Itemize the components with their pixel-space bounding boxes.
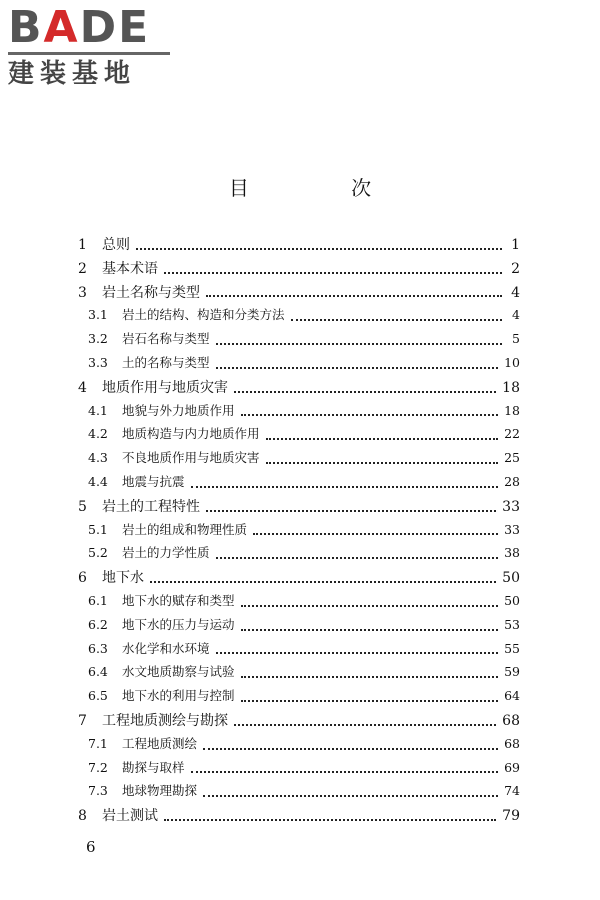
toc-leader-dots (266, 438, 499, 440)
toc-entry[interactable] (78, 805, 520, 829)
toc-entry-title: 工程地质测绘 (122, 735, 198, 751)
toc-leader-dots (136, 248, 502, 250)
toc-entry[interactable] (78, 543, 520, 567)
logo-accent-letter: A (43, 2, 80, 53)
toc-entry-number: 7.2 (88, 759, 108, 775)
toc-entry-page: 18 (504, 402, 520, 418)
toc-entry-title: 岩土的工程特性 (102, 498, 200, 515)
toc-leader-dots (216, 367, 499, 369)
toc-entry-page: 68 (502, 712, 520, 729)
toc-entry-title: 地下水的赋存和类型 (122, 592, 235, 608)
toc-entry[interactable] (78, 401, 520, 425)
toc-entry[interactable] (78, 353, 520, 377)
toc-entry-number: 6 (78, 570, 87, 587)
toc-entry[interactable] (78, 781, 520, 805)
toc-leader-dots (241, 676, 499, 678)
toc-entry[interactable] (78, 282, 520, 306)
toc-entry-page: 74 (504, 783, 520, 799)
toc-entry[interactable] (78, 258, 520, 282)
toc-entry-page: 33 (504, 521, 520, 537)
toc-leader-dots (241, 414, 499, 416)
toc-entry-title: 岩土的结构、构造和分类方法 (122, 307, 285, 323)
toc-entry[interactable] (78, 472, 520, 496)
logo-letters: B (8, 2, 44, 53)
toc-entry-number: 3.1 (88, 307, 108, 323)
toc-entry-number: 7 (78, 712, 87, 729)
toc-entry-number: 6.5 (88, 688, 108, 704)
toc-entry-number: 3 (78, 284, 87, 301)
toc-entry-page: 4 (511, 284, 520, 301)
toc-leader-dots (266, 462, 499, 464)
toc-entry-number: 4.2 (88, 426, 108, 442)
toc-entry-page: 4 (512, 307, 520, 323)
toc-entry-page: 64 (504, 688, 520, 704)
toc-entry-page: 5 (512, 331, 520, 347)
toc-leader-dots (191, 486, 499, 488)
toc-entry-number: 4.3 (88, 450, 108, 466)
toc-entry[interactable] (78, 424, 520, 448)
toc-entry[interactable] (78, 520, 520, 544)
page-title: 目 次 (228, 176, 420, 200)
toc-entry-title: 水文地质勘察与试验 (122, 664, 235, 680)
toc-entry-title: 土的名称与类型 (122, 354, 210, 370)
toc-entry-title: 勘探与取样 (122, 759, 185, 775)
toc-entry-title: 地下水的压力与运动 (122, 616, 235, 632)
toc-entry-number: 4 (78, 379, 87, 396)
toc-entry-page: 59 (504, 664, 520, 680)
table-of-contents (78, 234, 520, 829)
toc-entry[interactable] (78, 567, 520, 591)
toc-entry-number: 1 (78, 237, 87, 253)
toc-entry-title: 地下水 (102, 570, 144, 587)
toc-entry-number: 2 (78, 260, 87, 277)
toc-entry-page: 18 (502, 379, 520, 396)
toc-entry-page: 10 (504, 354, 520, 370)
logo-chinese-text: 建装基地 (8, 59, 137, 89)
toc-entry-number: 3.2 (88, 331, 108, 347)
toc-entry-number: 7.3 (88, 783, 108, 799)
toc-entry-number: 5 (78, 498, 87, 515)
toc-entry-page: 33 (502, 498, 520, 515)
toc-entry-page: 79 (502, 808, 520, 825)
toc-entry-number: 6.2 (88, 616, 108, 632)
toc-entry-title: 总则 (102, 237, 130, 253)
toc-leader-dots (203, 795, 498, 797)
toc-entry-title: 工程地质测绘与勘探 (102, 712, 228, 729)
toc-entry-title: 地质构造与内力地质作用 (122, 426, 260, 442)
toc-leader-dots (216, 343, 502, 345)
toc-entry[interactable] (78, 329, 520, 353)
toc-entry-number: 5.1 (88, 521, 108, 537)
toc-leader-dots (241, 605, 499, 607)
logo-wordmark (8, 2, 178, 53)
toc-entry-title: 岩石名称与类型 (122, 331, 210, 347)
toc-entry-number: 4.1 (88, 402, 108, 418)
toc-entry-page: 68 (504, 735, 520, 751)
toc-entry-number: 3.3 (88, 354, 108, 370)
toc-entry-number: 6.1 (88, 592, 108, 608)
toc-entry-page: 22 (504, 426, 520, 442)
publisher-logo (8, 2, 178, 89)
toc-entry-number: 5.2 (88, 545, 108, 561)
toc-entry[interactable] (78, 686, 520, 710)
toc-entry-title: 岩土的组成和物理性质 (122, 521, 248, 537)
toc-entry[interactable] (78, 710, 520, 734)
toc-entry-title: 基本术语 (102, 260, 158, 277)
toc-leader-dots (206, 295, 502, 297)
toc-entry-page: 55 (504, 640, 520, 656)
toc-entry[interactable] (78, 305, 520, 329)
page-number: 6 (86, 838, 96, 856)
toc-entry-title: 不良地质作用与地质灾害 (122, 450, 260, 466)
toc-entry[interactable] (78, 234, 520, 258)
toc-entry-number: 6.3 (88, 640, 108, 656)
toc-entry-page: 50 (502, 570, 520, 587)
toc-leader-dots (216, 557, 499, 559)
toc-leader-dots (241, 629, 499, 631)
toc-entry-number: 8 (78, 808, 87, 825)
toc-leader-dots (150, 581, 496, 583)
toc-leader-dots (291, 319, 502, 321)
toc-entry-title: 岩土的力学性质 (122, 545, 210, 561)
toc-entry-title: 水化学和水环境 (122, 640, 210, 656)
toc-entry-page: 2 (511, 260, 520, 277)
toc-entry[interactable] (78, 377, 520, 401)
toc-entry[interactable] (78, 448, 520, 472)
logo-letters-end: DE (79, 2, 151, 53)
toc-entry[interactable] (78, 662, 520, 686)
toc-entry-number: 7.1 (88, 735, 108, 751)
toc-entry-page: 38 (504, 545, 520, 561)
toc-entry-title: 地质作用与地质灾害 (102, 379, 228, 396)
toc-entry-title: 地震与抗震 (122, 473, 185, 489)
toc-leader-dots (206, 510, 496, 512)
toc-entry[interactable] (78, 591, 520, 615)
toc-entry-title: 岩土测试 (102, 808, 158, 825)
toc-leader-dots (216, 652, 499, 654)
toc-leader-dots (164, 819, 496, 821)
toc-leader-dots (191, 771, 499, 773)
toc-entry-page: 1 (511, 237, 520, 253)
toc-entry-title: 岩土名称与类型 (102, 284, 200, 301)
toc-entry-title: 地球物理勘探 (122, 783, 198, 799)
toc-entry-page: 25 (504, 450, 520, 466)
toc-entry-number: 6.4 (88, 664, 108, 680)
toc-leader-dots (164, 272, 502, 274)
toc-entry-page: 50 (504, 592, 520, 608)
toc-entry[interactable] (78, 615, 520, 639)
toc-entry[interactable] (78, 734, 520, 758)
toc-entry[interactable] (78, 758, 520, 782)
toc-entry-page: 69 (504, 759, 520, 775)
toc-entry-number: 4.4 (88, 473, 108, 489)
toc-leader-dots (253, 533, 498, 535)
toc-entry[interactable] (78, 496, 520, 520)
toc-entry-title: 地下水的利用与控制 (122, 688, 235, 704)
toc-leader-dots (203, 748, 498, 750)
toc-leader-dots (234, 391, 496, 393)
toc-entry-page: 28 (504, 473, 520, 489)
toc-entry-page: 53 (504, 616, 520, 632)
toc-leader-dots (234, 724, 496, 726)
toc-leader-dots (241, 700, 499, 702)
toc-entry-title: 地貌与外力地质作用 (122, 402, 235, 418)
toc-entry[interactable] (78, 639, 520, 663)
